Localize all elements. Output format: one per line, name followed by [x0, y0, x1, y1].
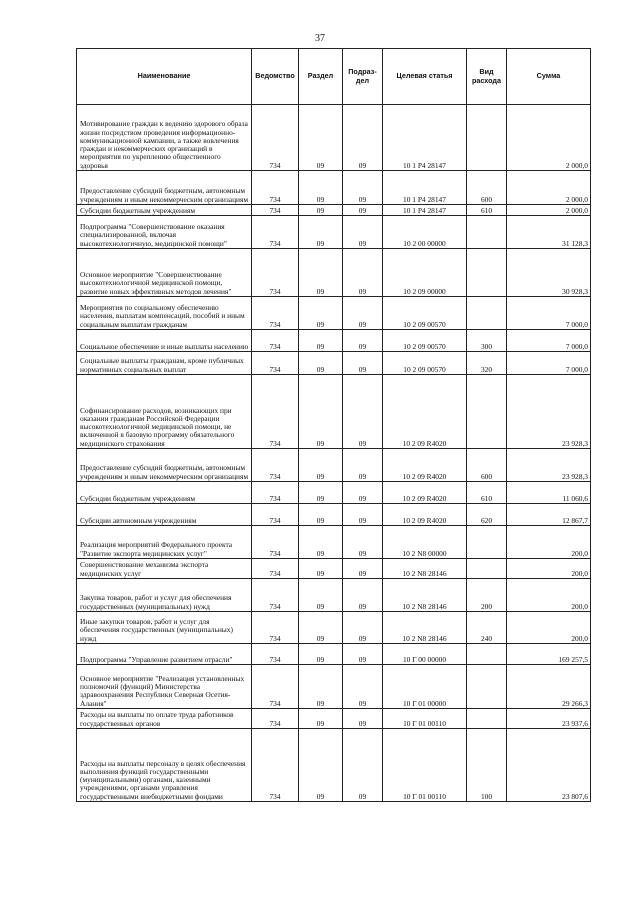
cell-section: 09	[299, 579, 343, 612]
cell-kind	[467, 375, 507, 449]
cell-target: 10 Г 01 00110	[383, 729, 467, 802]
cell-target: 10 Г 01 00110	[383, 709, 467, 729]
cell-kind	[467, 644, 507, 665]
cell-section: 09	[299, 709, 343, 729]
cell-section: 09	[299, 171, 343, 205]
cell-department: 734	[252, 352, 299, 375]
cell-section: 09	[299, 352, 343, 375]
header-kind: Вид расхода	[467, 49, 507, 105]
table-row	[77, 249, 591, 297]
cell-department: 734	[252, 559, 299, 579]
cell-amount: 23 928,3	[507, 375, 591, 449]
cell-kind: 300	[467, 330, 507, 352]
cell-subsection: 09	[343, 526, 383, 559]
cell-name: Субсидии бюджетным учреждениям	[77, 482, 252, 504]
cell-section: 09	[299, 297, 343, 330]
cell-subsection: 09	[343, 297, 383, 330]
cell-target: 10 Г 00 00000	[383, 644, 467, 665]
cell-amount: 23 937,6	[507, 709, 591, 729]
cell-amount: 200,0	[507, 559, 591, 579]
cell-amount: 2 000,0	[507, 105, 591, 171]
cell-name: Социальные выплаты гражданам, кроме публичных нормативных социальных выплат	[77, 352, 252, 375]
cell-department: 734	[252, 297, 299, 330]
cell-amount: 7 000,0	[507, 352, 591, 375]
cell-target: 10 2 09 00000	[383, 249, 467, 297]
cell-section: 09	[299, 216, 343, 249]
table-row	[77, 579, 591, 612]
cell-department: 734	[252, 249, 299, 297]
cell-department: 734	[252, 449, 299, 482]
cell-subsection: 09	[343, 330, 383, 352]
cell-kind: 320	[467, 352, 507, 375]
cell-amount: 7 000,0	[507, 330, 591, 352]
cell-amount: 23 807,6	[507, 729, 591, 802]
table-row	[77, 216, 591, 249]
table-row	[77, 644, 591, 665]
cell-amount: 11 060,6	[507, 482, 591, 504]
cell-kind	[467, 216, 507, 249]
cell-kind	[467, 709, 507, 729]
table-row	[77, 504, 591, 526]
cell-name: Мотивирование граждан к ведению здорового образа жизни посредством проведения информационно-коммуникационной кампании, а также вовлечения граждан и некоммерческих организаций в мероприятия по укреплению общественного здоровья	[77, 105, 252, 171]
cell-name: Субсидии автономным учреждениям	[77, 504, 252, 526]
cell-name: Мероприятия по социальному обеспечению населения, выплатам компенсаций, пособий и иным социальным выплатам гражданам	[77, 297, 252, 330]
cell-kind: 200	[467, 579, 507, 612]
table-row	[77, 171, 591, 205]
cell-target: 10 2 N8 00000	[383, 526, 467, 559]
table-row	[77, 665, 591, 709]
table-row	[77, 729, 591, 802]
cell-amount: 31 128,3	[507, 216, 591, 249]
cell-name: Реализация мероприятий Федерального проекта "Развитие экспорта медицинских услуг"	[77, 526, 252, 559]
cell-section: 09	[299, 504, 343, 526]
cell-section: 09	[299, 526, 343, 559]
cell-amount: 169 257,5	[507, 644, 591, 665]
cell-target: 10 2 09 00570	[383, 352, 467, 375]
table-row	[77, 449, 591, 482]
cell-name: Подпрограмма "Совершенствование оказания специализированной, включая высокотехнологичную, медицинской помощи"	[77, 216, 252, 249]
header-target: Целевая статья	[383, 49, 467, 105]
cell-name: Основное мероприятие "Реализация установленных полномочий (функций) Министерства здравоохранения Республики Северная Осетия-Алания"	[77, 665, 252, 709]
cell-subsection: 09	[343, 249, 383, 297]
cell-department: 734	[252, 644, 299, 665]
cell-target: 10 Г 01 00000	[383, 665, 467, 709]
cell-target: 10 2 00 00000	[383, 216, 467, 249]
table-row	[77, 559, 591, 579]
cell-amount: 23 928,3	[507, 449, 591, 482]
cell-subsection: 09	[343, 449, 383, 482]
cell-name: Субсидии бюджетным учреждениям	[77, 205, 252, 216]
cell-name: Основное мероприятие "Совершенствование высокотехнологичной медицинской помощи, развитие новых эффективных методов лечения"	[77, 249, 252, 297]
table-row	[77, 205, 591, 216]
cell-name: Иные закупки товаров, работ и услуг для обеспечения государственных (муниципальных) нужд	[77, 612, 252, 644]
cell-kind: 240	[467, 612, 507, 644]
cell-target: 10 2 09 R4020	[383, 504, 467, 526]
cell-name: Закупка товаров, работ и услуг для обеспечения государственных (муниципальных) нужд	[77, 579, 252, 612]
cell-subsection: 09	[343, 612, 383, 644]
cell-target: 10 2 09 R4020	[383, 449, 467, 482]
cell-name: Социальное обеспечение и иные выплаты населению	[77, 330, 252, 352]
table-row	[77, 105, 591, 171]
cell-subsection: 09	[343, 205, 383, 216]
cell-kind	[467, 249, 507, 297]
cell-name: Расходы на выплаты персоналу в целях обеспечения выполнения функций государственными (муниципальными) органами, казенными учреждениями, органами управления государственными внебюджетными фондами	[77, 729, 252, 802]
cell-department: 734	[252, 205, 299, 216]
table-row	[77, 526, 591, 559]
cell-subsection: 09	[343, 482, 383, 504]
cell-kind: 610	[467, 205, 507, 216]
cell-subsection: 09	[343, 644, 383, 665]
cell-kind	[467, 665, 507, 709]
cell-section: 09	[299, 612, 343, 644]
header-section: Раздел	[299, 49, 343, 105]
cell-target: 10 2 09 R4020	[383, 375, 467, 449]
table-row	[77, 297, 591, 330]
cell-target: 10 2 N8 28146	[383, 579, 467, 612]
cell-section: 09	[299, 105, 343, 171]
header-subsection: Подраз-дел	[343, 49, 383, 105]
cell-subsection: 09	[343, 709, 383, 729]
cell-target: 10 2 N8 28146	[383, 559, 467, 579]
cell-section: 09	[299, 482, 343, 504]
cell-department: 734	[252, 579, 299, 612]
cell-subsection: 09	[343, 504, 383, 526]
cell-section: 09	[299, 249, 343, 297]
cell-target: 10 2 N8 28146	[383, 612, 467, 644]
cell-department: 734	[252, 105, 299, 171]
cell-section: 09	[299, 559, 343, 579]
cell-section: 09	[299, 205, 343, 216]
page-number: 37	[315, 33, 325, 44]
cell-subsection: 09	[343, 559, 383, 579]
cell-subsection: 09	[343, 105, 383, 171]
cell-subsection: 09	[343, 375, 383, 449]
header-name: Наименование	[77, 49, 252, 105]
cell-kind: 600	[467, 449, 507, 482]
cell-kind	[467, 297, 507, 330]
cell-name: Подпрограмма "Управление развитием отрасли"	[77, 644, 252, 665]
cell-name: Предоставление субсидий бюджетным, автономным учреждениям и иным некоммерческим организациям	[77, 171, 252, 205]
cell-kind: 620	[467, 504, 507, 526]
cell-target: 10 2 09 00570	[383, 330, 467, 352]
cell-department: 734	[252, 171, 299, 205]
cell-amount: 2 000,0	[507, 205, 591, 216]
cell-subsection: 09	[343, 729, 383, 802]
cell-amount: 29 266,3	[507, 665, 591, 709]
cell-target: 10 2 09 R4020	[383, 482, 467, 504]
header-amount: Сумма	[507, 49, 591, 105]
cell-amount: 2 000,0	[507, 171, 591, 205]
cell-subsection: 09	[343, 171, 383, 205]
cell-kind: 600	[467, 171, 507, 205]
cell-name: Совершенствование механизма экспорта медицинских услуг	[77, 559, 252, 579]
cell-amount: 200,0	[507, 579, 591, 612]
cell-department: 734	[252, 729, 299, 802]
cell-target: 10 1 P4 28147	[383, 105, 467, 171]
cell-section: 09	[299, 330, 343, 352]
cell-department: 734	[252, 665, 299, 709]
table-row	[77, 482, 591, 504]
cell-kind	[467, 526, 507, 559]
cell-target: 10 1 P4 28147	[383, 205, 467, 216]
cell-name: Предоставление субсидий бюджетным, автономным учреждениям и иным некоммерческим организациям	[77, 449, 252, 482]
cell-kind	[467, 559, 507, 579]
cell-amount: 200,0	[507, 612, 591, 644]
cell-target: 10 1 P4 28147	[383, 171, 467, 205]
table-row	[77, 352, 591, 375]
table-row	[77, 375, 591, 449]
cell-subsection: 09	[343, 579, 383, 612]
cell-amount: 200,0	[507, 526, 591, 559]
cell-kind: 610	[467, 482, 507, 504]
cell-name: Расходы на выплаты по оплате труда работников государственных органов	[77, 709, 252, 729]
cell-department: 734	[252, 216, 299, 249]
cell-name: Софинансирование расходов, возникающих при оказании гражданам Российской Федерации высокотехнологичной медицинской помощи, не включенной в базовую программу обязательного медицинского страхования	[77, 375, 252, 449]
cell-section: 09	[299, 729, 343, 802]
cell-department: 734	[252, 709, 299, 729]
cell-subsection: 09	[343, 665, 383, 709]
table-header-row	[77, 49, 591, 105]
cell-department: 734	[252, 330, 299, 352]
cell-section: 09	[299, 375, 343, 449]
cell-department: 734	[252, 504, 299, 526]
cell-amount: 7 000,0	[507, 297, 591, 330]
table-row	[77, 612, 591, 644]
cell-section: 09	[299, 665, 343, 709]
cell-target: 10 2 09 00570	[383, 297, 467, 330]
cell-department: 734	[252, 526, 299, 559]
cell-department: 734	[252, 482, 299, 504]
cell-subsection: 09	[343, 352, 383, 375]
cell-amount: 12 867,7	[507, 504, 591, 526]
header-department: Ведомство	[252, 49, 299, 105]
table-row	[77, 330, 591, 352]
budget-table	[76, 48, 591, 802]
cell-kind: 100	[467, 729, 507, 802]
cell-section: 09	[299, 449, 343, 482]
cell-department: 734	[252, 612, 299, 644]
cell-department: 734	[252, 375, 299, 449]
cell-amount: 30 928,3	[507, 249, 591, 297]
cell-section: 09	[299, 644, 343, 665]
table-row	[77, 709, 591, 729]
cell-kind	[467, 105, 507, 171]
cell-subsection: 09	[343, 216, 383, 249]
